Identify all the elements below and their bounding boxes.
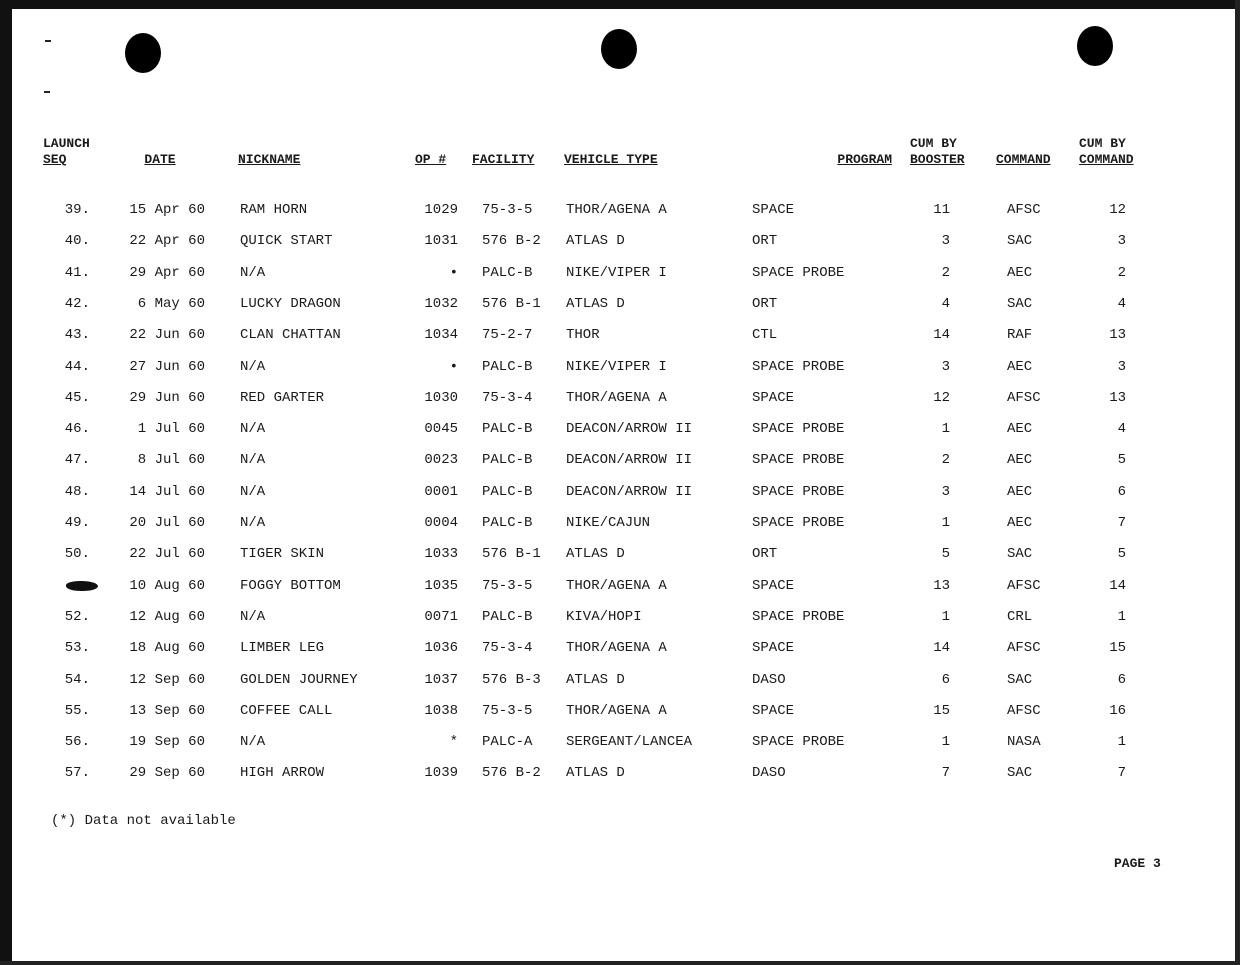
cell-cum-command: 1 <box>1117 609 1126 625</box>
cell-seq: 45. <box>64 390 90 406</box>
cell-command: AEC <box>1007 359 1033 375</box>
cell-cum-booster: 3 <box>941 233 950 249</box>
page-number: PAGE 3 <box>1114 856 1161 871</box>
cell-cum-booster: 5 <box>941 546 950 562</box>
cell-cum-booster: 11 <box>933 202 950 218</box>
cell-command: SAC <box>1007 296 1033 312</box>
cell-cum-booster: 7 <box>941 765 950 781</box>
cell-nickname: N/A <box>240 359 266 375</box>
cell-nickname: LUCKY DRAGON <box>240 296 341 312</box>
cell-date: 22 Jul 60 <box>129 546 205 562</box>
cell-program: SPACE <box>752 578 795 594</box>
cell-program: SPACE <box>752 390 795 406</box>
cell-date: 20 Jul 60 <box>129 515 205 531</box>
cell-op: 1038 <box>424 703 458 719</box>
cell-vehicle: DEACON/ARROW II <box>566 452 693 468</box>
cell-cum-command: 6 <box>1117 484 1126 500</box>
cell-command: AEC <box>1007 515 1033 531</box>
cell-date: 29 Apr 60 <box>129 265 205 281</box>
cell-date: 1 Jul 60 <box>137 421 205 437</box>
cell-cum-booster: 2 <box>941 452 950 468</box>
cell-facility: 75-3-4 <box>482 640 533 656</box>
cell-nickname: LIMBER LEG <box>240 640 325 656</box>
cell-nickname: N/A <box>240 265 266 281</box>
header-op: OP # <box>415 152 447 167</box>
cell-cum-booster: 13 <box>933 578 950 594</box>
cell-cum-command: 3 <box>1117 359 1126 375</box>
cell-command: CRL <box>1007 609 1033 625</box>
cell-date: 29 Sep 60 <box>129 765 205 781</box>
cell-nickname: N/A <box>240 484 266 500</box>
cell-cum-booster: 1 <box>941 515 950 531</box>
cell-facility: PALC-B <box>482 359 533 375</box>
cell-date: 22 Apr 60 <box>129 233 205 249</box>
cell-op: 0001 <box>424 484 458 500</box>
cell-nickname: GOLDEN JOURNEY <box>240 672 358 688</box>
cell-cum-command: 16 <box>1109 703 1126 719</box>
cell-nickname: N/A <box>240 452 266 468</box>
cell-seq: 55. <box>64 703 90 719</box>
cell-facility: 75-3-4 <box>482 390 533 406</box>
cell-date: 29 Jun 60 <box>129 390 205 406</box>
footnote: (*) Data not available <box>51 813 236 829</box>
cell-vehicle: THOR/AGENA A <box>566 202 667 218</box>
cell-vehicle: THOR/AGENA A <box>566 703 667 719</box>
cell-program: SPACE <box>752 202 795 218</box>
cell-facility: 576 B-2 <box>482 233 541 249</box>
header-cum-booster-line1: CUM BY <box>910 136 957 151</box>
cell-date: 18 Aug 60 <box>129 640 205 656</box>
cell-program: SPACE PROBE <box>752 484 845 500</box>
cell-cum-booster: 6 <box>941 672 950 688</box>
cell-cum-command: 5 <box>1117 546 1126 562</box>
cell-cum-command: 7 <box>1117 765 1126 781</box>
scan-speck <box>44 91 50 93</box>
cell-vehicle: NIKE/VIPER I <box>566 265 667 281</box>
cell-program: SPACE <box>752 640 795 656</box>
cell-command: AEC <box>1007 452 1033 468</box>
cell-program: SPACE PROBE <box>752 359 845 375</box>
cell-nickname: COFFEE CALL <box>240 703 333 719</box>
cell-op: • <box>449 265 458 281</box>
cell-program: ORT <box>752 233 778 249</box>
cell-nickname: N/A <box>240 734 266 750</box>
cell-facility: 576 B-3 <box>482 672 541 688</box>
punch-hole-center <box>601 29 637 69</box>
cell-cum-command: 12 <box>1109 202 1126 218</box>
cell-date: 19 Sep 60 <box>129 734 205 750</box>
cell-cum-booster: 3 <box>941 484 950 500</box>
cell-facility: PALC-A <box>482 734 533 750</box>
cell-cum-command: 3 <box>1117 233 1126 249</box>
cell-seq: 57. <box>64 765 90 781</box>
cell-nickname: N/A <box>240 421 266 437</box>
cell-facility: 75-3-5 <box>482 578 533 594</box>
cell-vehicle: THOR/AGENA A <box>566 578 667 594</box>
cell-facility: 576 B-1 <box>482 546 541 562</box>
scan-border-left <box>0 0 12 965</box>
cell-date: 12 Aug 60 <box>129 609 205 625</box>
punch-hole-left <box>125 33 161 73</box>
cell-seq: 46. <box>64 421 90 437</box>
cell-command: AFSC <box>1007 390 1041 406</box>
cell-facility: PALC-B <box>482 515 533 531</box>
header-cum-command <box>1079 136 1134 168</box>
cell-op: 1034 <box>424 327 458 343</box>
cell-date: 22 Jun 60 <box>129 327 205 343</box>
cell-vehicle: THOR/AGENA A <box>566 640 667 656</box>
cell-cum-command: 6 <box>1117 672 1126 688</box>
cell-seq: 49. <box>64 515 90 531</box>
cell-command: SAC <box>1007 672 1033 688</box>
cell-facility: PALC-B <box>482 452 533 468</box>
header-cum-booster <box>910 136 965 168</box>
cell-vehicle: KIVA/HOPI <box>566 609 642 625</box>
cell-facility: 576 B-1 <box>482 296 541 312</box>
scan-speck <box>45 40 51 42</box>
cell-vehicle: ATLAS D <box>566 546 625 562</box>
cell-seq: 53. <box>64 640 90 656</box>
cell-seq: 42. <box>64 296 90 312</box>
scan-border-bottom <box>0 961 1240 965</box>
cell-cum-command: 13 <box>1109 390 1126 406</box>
cell-nickname: N/A <box>240 609 266 625</box>
cell-op: 1030 <box>424 390 458 406</box>
cell-facility: 576 B-2 <box>482 765 541 781</box>
cell-date: 15 Apr 60 <box>129 202 205 218</box>
cell-nickname: HIGH ARROW <box>240 765 325 781</box>
cell-op: 1037 <box>424 672 458 688</box>
cell-program: ORT <box>752 546 778 562</box>
cell-cum-booster: 4 <box>941 296 950 312</box>
header-facility: FACILITY <box>472 152 535 167</box>
cell-op: 0023 <box>424 452 458 468</box>
cell-facility: 75-3-5 <box>482 703 533 719</box>
cell-program: CTL <box>752 327 778 343</box>
cell-command: AEC <box>1007 421 1033 437</box>
cell-cum-booster: 3 <box>941 359 950 375</box>
cell-cum-booster: 14 <box>933 640 950 656</box>
ink-smudge <box>66 581 98 591</box>
cell-vehicle: NIKE/CAJUN <box>566 515 651 531</box>
header-program: PROGRAM <box>837 152 892 167</box>
header-launch-seq-line1: LAUNCH <box>43 136 90 151</box>
cell-vehicle: ATLAS D <box>566 672 625 688</box>
cell-nickname: CLAN CHATTAN <box>240 327 341 343</box>
cell-cum-command: 1 <box>1117 734 1126 750</box>
cell-command: AFSC <box>1007 202 1041 218</box>
cell-vehicle: THOR <box>566 327 600 343</box>
cell-cum-command: 2 <box>1117 265 1126 281</box>
cell-date: 10 Aug 60 <box>129 578 205 594</box>
cell-program: DASO <box>752 672 786 688</box>
cell-seq: 56. <box>64 734 90 750</box>
cell-cum-command: 14 <box>1109 578 1126 594</box>
cell-nickname: N/A <box>240 515 266 531</box>
cell-facility: PALC-B <box>482 421 533 437</box>
cell-seq: 48. <box>64 484 90 500</box>
cell-op: 1033 <box>424 546 458 562</box>
cell-facility: PALC-B <box>482 484 533 500</box>
cell-cum-command: 15 <box>1109 640 1126 656</box>
cell-cum-booster: 15 <box>933 703 950 719</box>
cell-command: AFSC <box>1007 578 1041 594</box>
cell-cum-command: 5 <box>1117 452 1126 468</box>
cell-command: SAC <box>1007 546 1033 562</box>
cell-op: 0045 <box>424 421 458 437</box>
header-vehicle-type: VEHICLE TYPE <box>564 152 658 167</box>
cell-op: 0004 <box>424 515 458 531</box>
cell-command: AFSC <box>1007 703 1041 719</box>
cell-program: ORT <box>752 296 778 312</box>
cell-cum-command: 13 <box>1109 327 1126 343</box>
header-command: COMMAND <box>996 152 1051 167</box>
cell-seq: 44. <box>64 359 90 375</box>
cell-op: 1029 <box>424 202 458 218</box>
cell-vehicle: ATLAS D <box>566 296 625 312</box>
cell-date: 8 Jul 60 <box>137 452 205 468</box>
cell-nickname: RAM HORN <box>240 202 308 218</box>
scan-border-top <box>0 0 1240 9</box>
cell-op: 1032 <box>424 296 458 312</box>
cell-date: 27 Jun 60 <box>129 359 205 375</box>
cell-command: AEC <box>1007 265 1033 281</box>
cell-date: 14 Jul 60 <box>129 484 205 500</box>
cell-program: SPACE PROBE <box>752 421 845 437</box>
cell-seq: 50. <box>64 546 90 562</box>
cell-vehicle: DEACON/ARROW II <box>566 421 693 437</box>
cell-cum-booster: 1 <box>941 609 950 625</box>
cell-program: SPACE <box>752 703 795 719</box>
cell-vehicle: SERGEANT/LANCEA <box>566 734 693 750</box>
cell-op: 0071 <box>424 609 458 625</box>
cell-seq: 43. <box>64 327 90 343</box>
cell-seq: 39. <box>64 202 90 218</box>
cell-op: 1036 <box>424 640 458 656</box>
cell-program: SPACE PROBE <box>752 734 845 750</box>
cell-seq: 52. <box>64 609 90 625</box>
cell-date: 6 May 60 <box>137 296 205 312</box>
cell-cum-command: 7 <box>1117 515 1126 531</box>
cell-command: RAF <box>1007 327 1033 343</box>
cell-op: * <box>449 734 458 750</box>
punch-hole-right <box>1077 26 1113 66</box>
scan-border-right <box>1235 0 1240 965</box>
header-cum-command-line1: CUM BY <box>1079 136 1126 151</box>
cell-command: AFSC <box>1007 640 1041 656</box>
header-launch-seq <box>43 136 90 168</box>
cell-vehicle: NIKE/VIPER I <box>566 359 667 375</box>
cell-nickname: FOGGY BOTTOM <box>240 578 341 594</box>
cell-cum-booster: 1 <box>941 421 950 437</box>
cell-program: SPACE PROBE <box>752 609 845 625</box>
cell-seq: 41. <box>64 265 90 281</box>
cell-program: SPACE PROBE <box>752 265 845 281</box>
cell-vehicle: THOR/AGENA A <box>566 390 667 406</box>
cell-nickname: TIGER SKIN <box>240 546 325 562</box>
cell-vehicle: DEACON/ARROW II <box>566 484 693 500</box>
cell-facility: PALC-B <box>482 609 533 625</box>
cell-vehicle: ATLAS D <box>566 233 625 249</box>
cell-facility: 75-2-7 <box>482 327 533 343</box>
cell-vehicle: ATLAS D <box>566 765 625 781</box>
cell-facility: PALC-B <box>482 265 533 281</box>
cell-command: SAC <box>1007 233 1033 249</box>
cell-nickname: RED GARTER <box>240 390 325 406</box>
header-cum-command-line2: COMMAND <box>1079 152 1134 167</box>
cell-cum-booster: 1 <box>941 734 950 750</box>
cell-nickname: QUICK START <box>240 233 333 249</box>
cell-command: SAC <box>1007 765 1033 781</box>
header-date: DATE <box>144 152 176 167</box>
header-launch-seq-line2: SEQ <box>43 152 67 167</box>
cell-seq: 54. <box>64 672 90 688</box>
cell-program: SPACE PROBE <box>752 515 845 531</box>
cell-op: 1039 <box>424 765 458 781</box>
cell-command: AEC <box>1007 484 1033 500</box>
cell-cum-booster: 14 <box>933 327 950 343</box>
cell-date: 13 Sep 60 <box>129 703 205 719</box>
cell-seq: 40. <box>64 233 90 249</box>
cell-facility: 75-3-5 <box>482 202 533 218</box>
header-cum-booster-line2: BOOSTER <box>910 152 965 167</box>
cell-op: • <box>449 359 458 375</box>
cell-date: 12 Sep 60 <box>129 672 205 688</box>
cell-cum-booster: 2 <box>941 265 950 281</box>
cell-op: 1031 <box>424 233 458 249</box>
cell-cum-command: 4 <box>1117 296 1126 312</box>
cell-cum-booster: 12 <box>933 390 950 406</box>
cell-cum-command: 4 <box>1117 421 1126 437</box>
header-nickname: NICKNAME <box>238 152 301 167</box>
cell-op: 1035 <box>424 578 458 594</box>
cell-program: DASO <box>752 765 786 781</box>
cell-command: NASA <box>1007 734 1041 750</box>
cell-program: SPACE PROBE <box>752 452 845 468</box>
cell-seq: 47. <box>64 452 90 468</box>
